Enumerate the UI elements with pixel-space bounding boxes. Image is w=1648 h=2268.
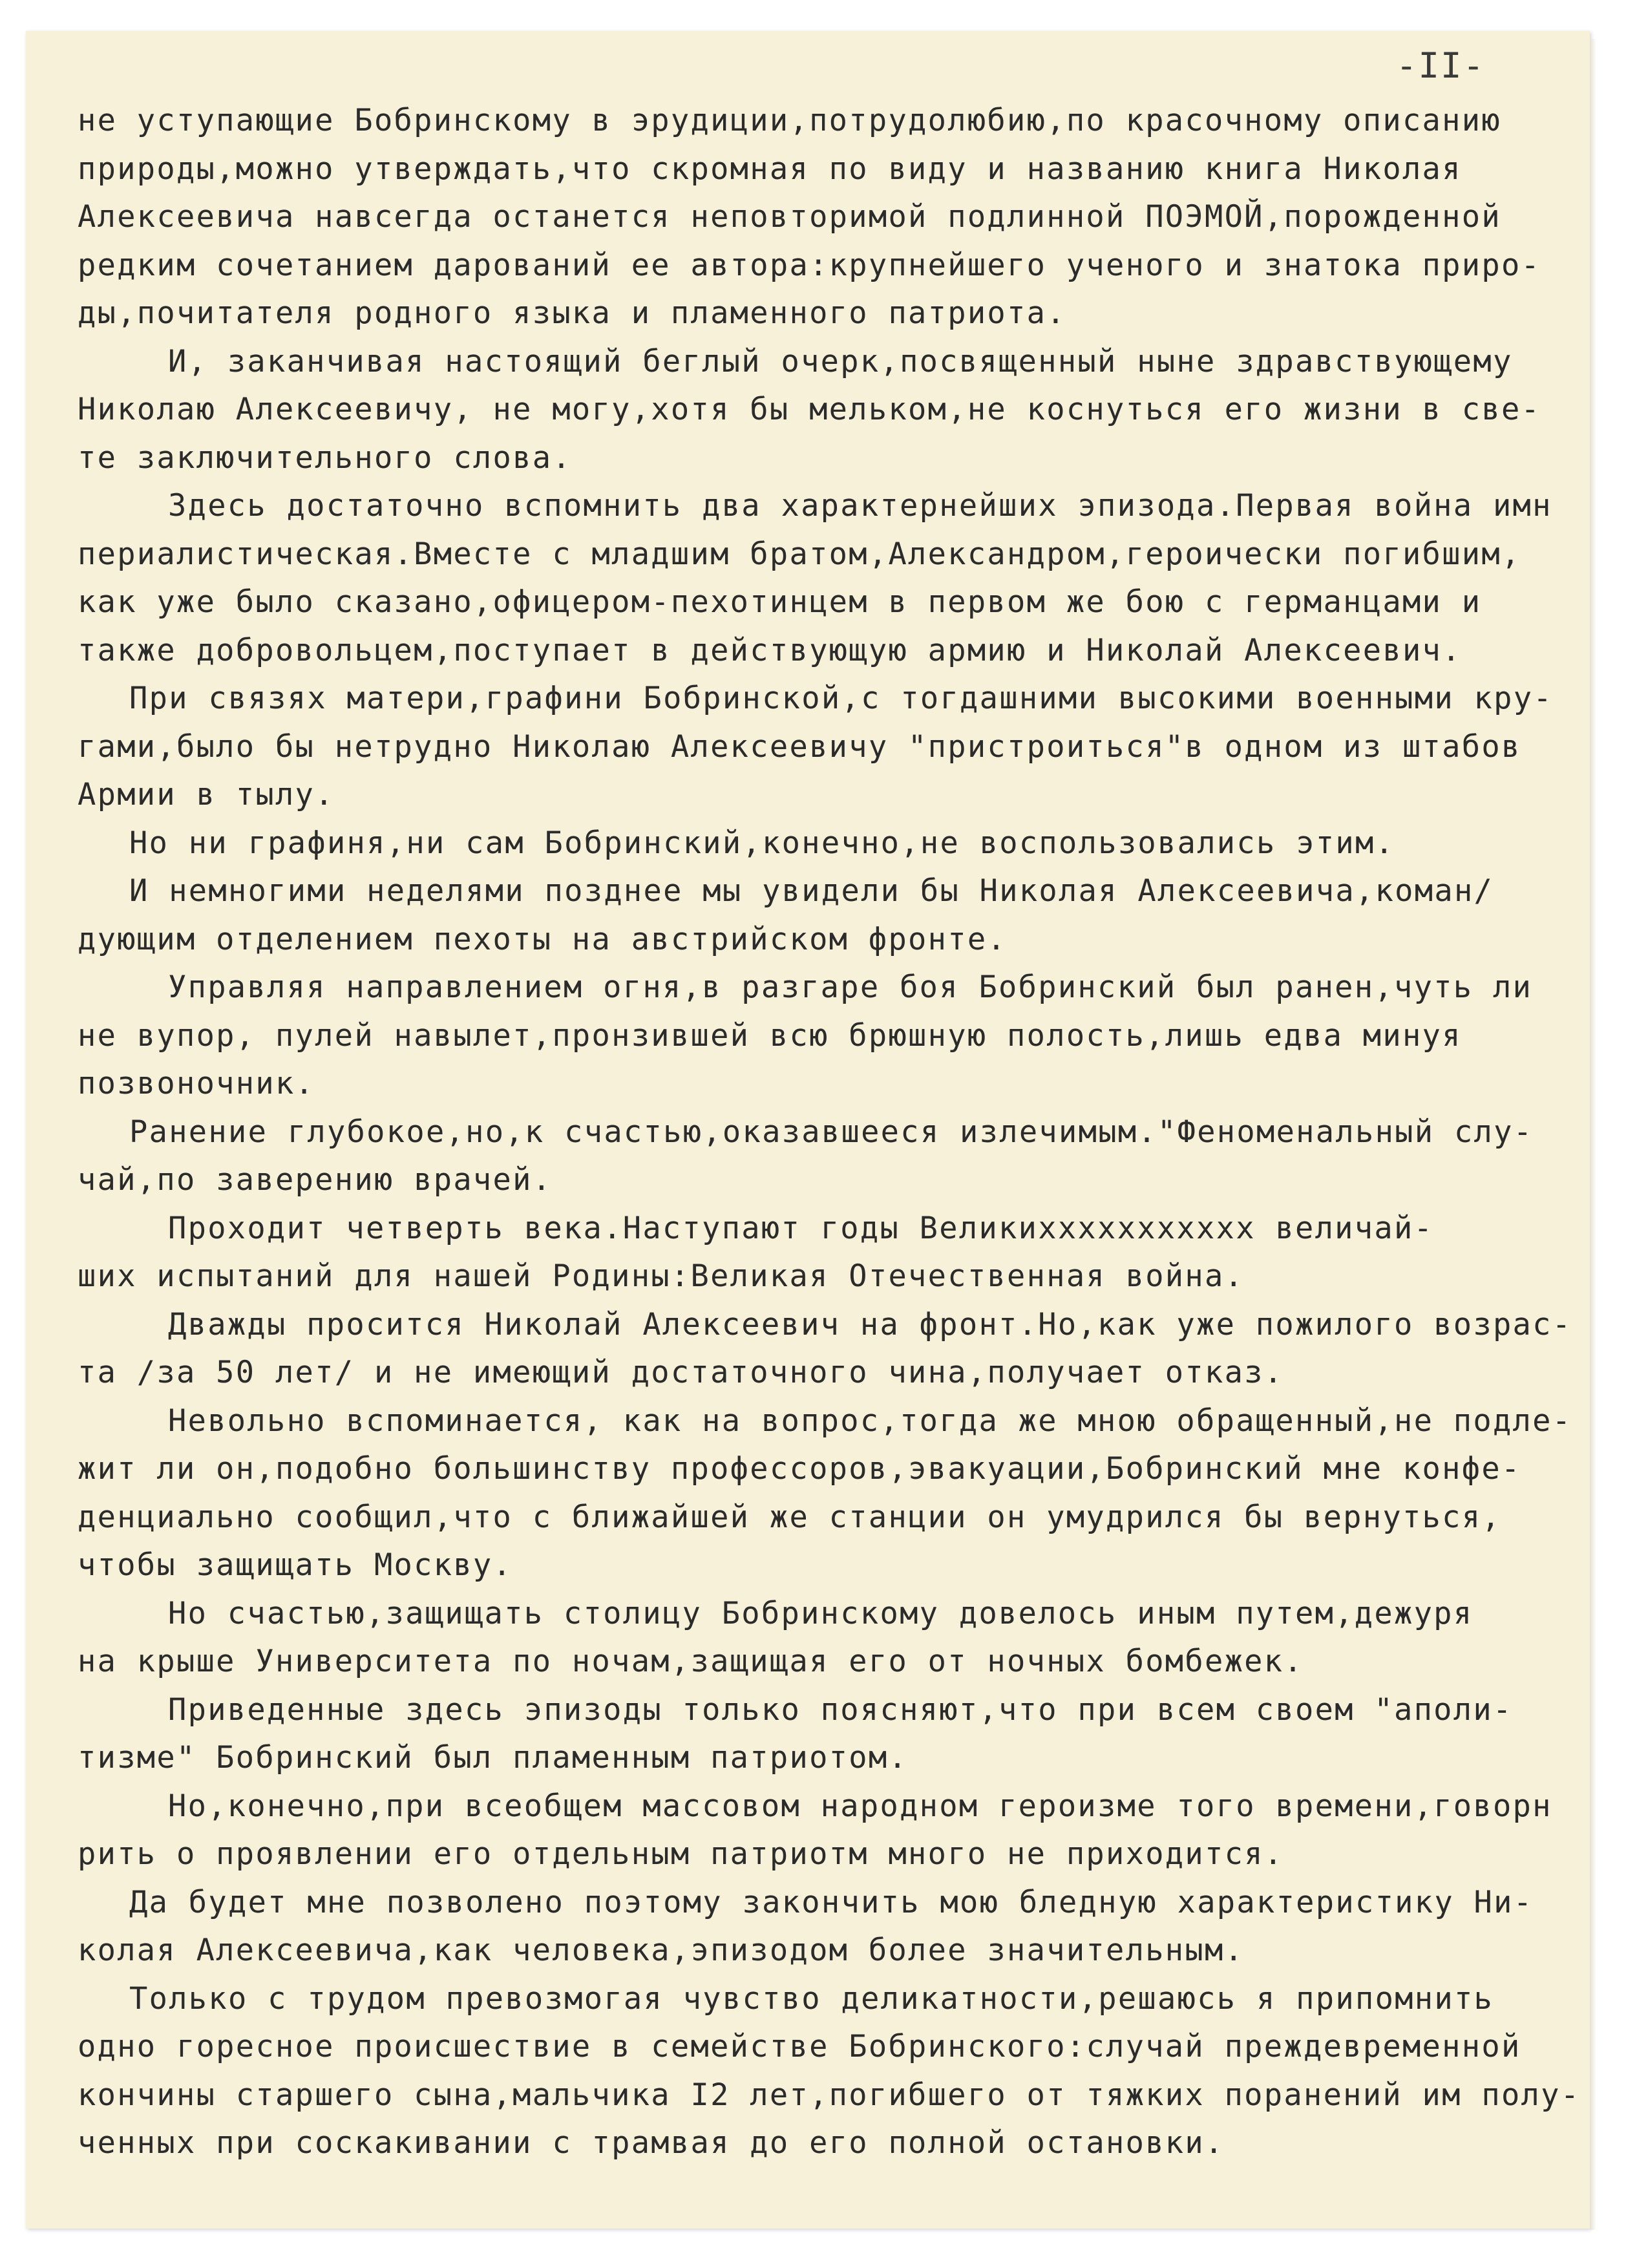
text-line: рить о проявлении его отдельным патриотм много не приходится. [78, 1836, 1284, 1872]
text-line: гами,было бы нетрудно Николаю Алексеевичу "пристроиться"в одном из штабов [78, 728, 1521, 765]
text-line: ших испытаний для нашей Родины:Великая Отечественная война. [78, 1258, 1245, 1294]
text-line: та /за 50 лет/ и не имеющий достаточного чина,получает отказ. [78, 1355, 1284, 1390]
text-line: периалистическая.Вместе с младшим братом,Александром,героически погибшим, [78, 536, 1521, 572]
paragraph-start-line: Дважды просится Николай Алексеевич на фронт.Но,как уже пожилого возрас- [168, 1306, 1572, 1342]
text-line: чтобы защищать Москву. [78, 1547, 513, 1583]
text-line: Николаю Алексеевичу, не могу,хотя бы мельком,не коснуться его жизни в све- [78, 392, 1541, 427]
body-text [78, 97, 1583, 2168]
paragraph-start-line: Здесь достаточно вспомнить два характернейших эпизода.Первая война имн [168, 488, 1552, 524]
text-line: не уступающие Бобринскому в эрудиции,потрудолюбию,по красочному описанию [78, 103, 1501, 138]
paragraph-start-line: Ранение глубокое,но,к счастью,оказавшееся излечимым."Феноменальный слу- [129, 1114, 1534, 1150]
paragraph-start-line: Проходит четверть века.Наступают годы Великихxxxxxxxxxх величай- [168, 1210, 1434, 1246]
paragraph-start-line: Невольно вспоминается, как на вопрос,тогда же мною обращенный,не подле- [168, 1403, 1572, 1439]
text-line: как уже было сказано,офицером-пехотинцем в первом же бою с германцами и [78, 584, 1482, 620]
paragraph-start-line: При связях матери,графини Бобринской,с тогдашними высокими военными кру- [129, 681, 1553, 716]
paragraph-start-line: Но,конечно,при всеобщем массовом народном героизме того времени,говорн [168, 1788, 1552, 1824]
text-line: Алексеевича навсегда останется неповторимой подлинной ПОЭМОЙ,порожденной [78, 199, 1501, 235]
page-number: -II- [1396, 45, 1486, 86]
text-line: ченныx при соскакивании с трамвая до его полной остановки. [78, 2125, 1225, 2161]
text-line: те заключительного слова. [78, 440, 572, 476]
paragraph-start-line: Да будет мне позволено поэтому закончить мою бледную характеристику Ни- [129, 1884, 1534, 1920]
paragraph-start-line: Но счастью,защищать столицу Бобринскому довелось иным путем,дежуря [168, 1595, 1474, 1631]
paragraph-start-line: И, заканчивая настоящий беглый очерк,посвященный ныне здравствующему [168, 343, 1513, 379]
page-edge-shadow [1590, 39, 1596, 2230]
paragraph-start-line: Приведенные здесь эпизоды только поясняют,что при всем своем "аполи- [168, 1691, 1513, 1728]
text-line: ды,почитателя родного языка и пламенного патриота. [78, 295, 1066, 331]
text-line: кончины старшего сына,мальчика I2 лет,погибшего от тяжких поранений им полу- [78, 2077, 1581, 2113]
text-line: не вупор, пулей навылет,пронзившей всю брюшную полость,лишь едва минуя [78, 1017, 1462, 1054]
paragraph-start-line: Управляя направлением огня,в разгаре боя Бобринский был ранен,чуть ли [168, 970, 1533, 1005]
text-line: Армии в тылу. [78, 777, 335, 812]
text-line: природы,можно утверждать,что скромная по виду и названию книга Николая [78, 151, 1462, 187]
paragraph-start-line: Но ни графиня,ни сам Бобринский,конечно,не воспользовались этим. [129, 825, 1395, 861]
text-line: колая Алексеевича,как человека,эпизодом более значительным. [78, 1933, 1245, 1968]
text-line: дующим отделением пехоты на австрийском фронте. [78, 921, 1008, 957]
text-line: жит ли он,подобно большинству профессоров,эвакуации,Бобринский мне конфе- [78, 1451, 1521, 1487]
text-line: одно горесное происшествие в семействе Бобринского:случай преждевременной [78, 2029, 1521, 2064]
text-line: на крыше Университета по ночам,защищая его от ночных бомбежек. [78, 1644, 1304, 1679]
paragraph-start-line: И немногими неделями позднее мы увидели бы Николая Алексеевича,коман/ [129, 873, 1494, 909]
text-line: позвоночник. [78, 1066, 315, 1101]
text-line: денциально сообщил,что с ближайшей же станции он умудрился бы вернуться, [78, 1499, 1501, 1535]
text-line: также добровольцем,поступает в действующую армию и Николай Алексеевич. [78, 632, 1462, 668]
text-line: редким сочетанием дарований ее автора:крупнейшего ученого и знатока приро- [78, 247, 1541, 283]
text-line: тизме" Бобринский был пламенным патриотом. [78, 1740, 909, 1775]
text-line: чай,по заверению врачей. [78, 1162, 553, 1198]
paragraph-start-line: Только с трудом превозмогая чувство деликатности,решаюсь я припомнить [129, 1980, 1494, 2017]
